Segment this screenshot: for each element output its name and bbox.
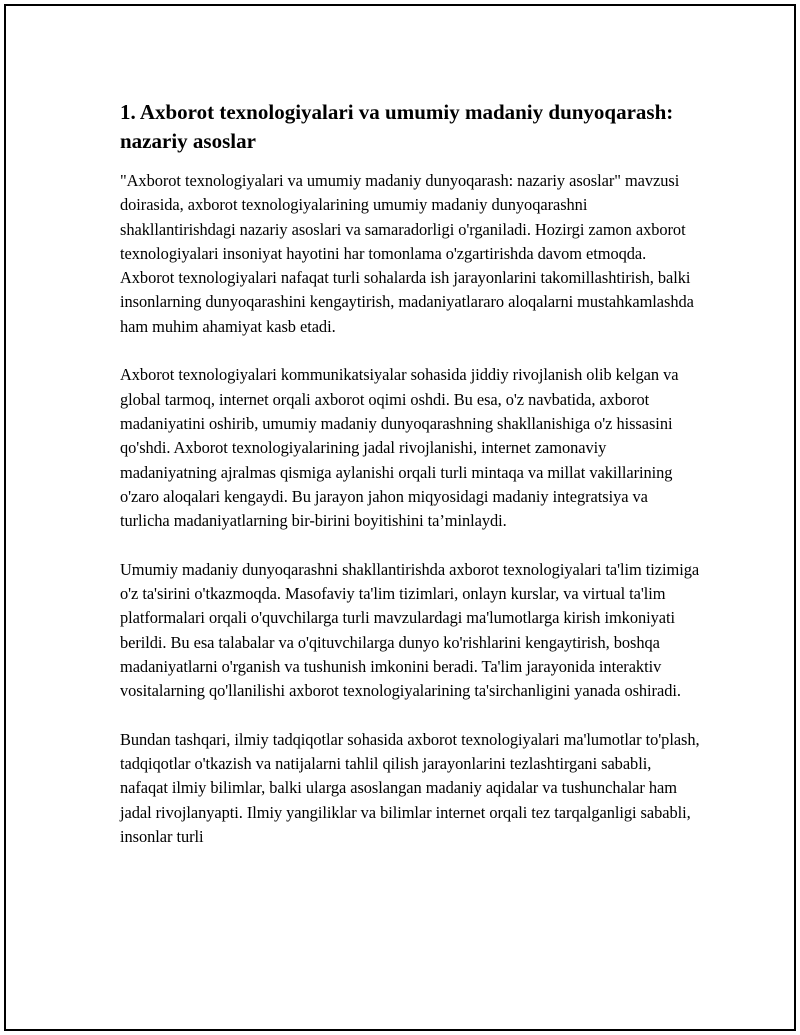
paragraph-1: "Axborot texnologiyalari va umumiy madaniy dunyoqarash: nazariy asoslar" mavzusi doirasida, axborot texnologiyalarining umumiy madaniy dunyoqarashni shakllantirishdagi nazariy asoslari va samaradorligi o'rganiladi. Hozirgi zamon axborot texnologiyalari insoniyat hayotini har tomonlama o'zgartirishda davom etmoqda. Axborot texnologiyalari nafaqat turli sohalarda ish jarayonlarini takomillashtirish, balki insonlarning dunyoqarashini kengaytirish, madaniyatlararo aloqalarni mustahkamlashda ham muhim ahamiyat kasb etadi. <box>120 171 694 336</box>
section-title: 1. Axborot texnologiyalari va umumiy madaniy dunyoqarash: nazariy asoslar <box>120 100 674 153</box>
document-body <box>120 98 700 874</box>
page-frame <box>4 4 796 1031</box>
paragraph-2: Axborot texnologiyalari kommunikatsiyalar sohasida jiddiy rivojlanish olib kelgan va global tarmoq, internet orqali axborot oqimi oshdi. Bu esa, o'z navbatida, axborot madaniyatini oshirib, umumiy madaniy dunyoqarashning shakllanishiga o'z hissasini qo'shdi. Axborot texnologiyalarining jadal rivojlanishi, internet zamonaviy madaniyatning ajralmas qismiga aylanishi orqali turli mintaqa va millat vakillarining o'zaro aloqalari kengaydi. Bu jarayon jahon miqyosidagi madaniy integratsiya va turlicha madaniyatlarning bir-birini boyitishini ta’minlaydi. <box>120 365 679 531</box>
paragraph-3: Umumiy madaniy dunyoqarashni shakllantirishda axborot texnologiyalari ta'lim tizimiga o'z ta'sirini o'tkazmoqda. Masofaviy ta'lim tizimlari, onlayn kurslar, va virtual ta'lim platformalari orqali o'quvchilarga turli mavzulardagi ma'lumotlarga kirish imkoniyati berildi. Bu esa talabalar va o'qituvchilarga dunyo ko'rishlarini kengaytirish, boshqa madaniyatlarni o'rganish va tushunish imkonini beradi. Ta'lim jarayonida interaktiv vositalarning qo'llanilishi axborot texnologiyalarining ta'sirchanligini yanada oshiradi. <box>120 559 700 701</box>
paragraph-4: Bundan tashqari, ilmiy tadqiqotlar sohasida axborot texnologiyalari ma'lumotlar to'plash, tadqiqotlar o'tkazish va natijalarni tahlil qilish jarayonlarini tezlashtirgani sababli, nafaqat ilmiy bilimlar, balki ularga asoslangan madaniy aqidalar va tushunchalar ham jadal rivojlanyapti. Ilmiy yangiliklar va bilimlar internet orqali tez tarqalganligi sababli, insonlar turli <box>120 729 700 847</box>
